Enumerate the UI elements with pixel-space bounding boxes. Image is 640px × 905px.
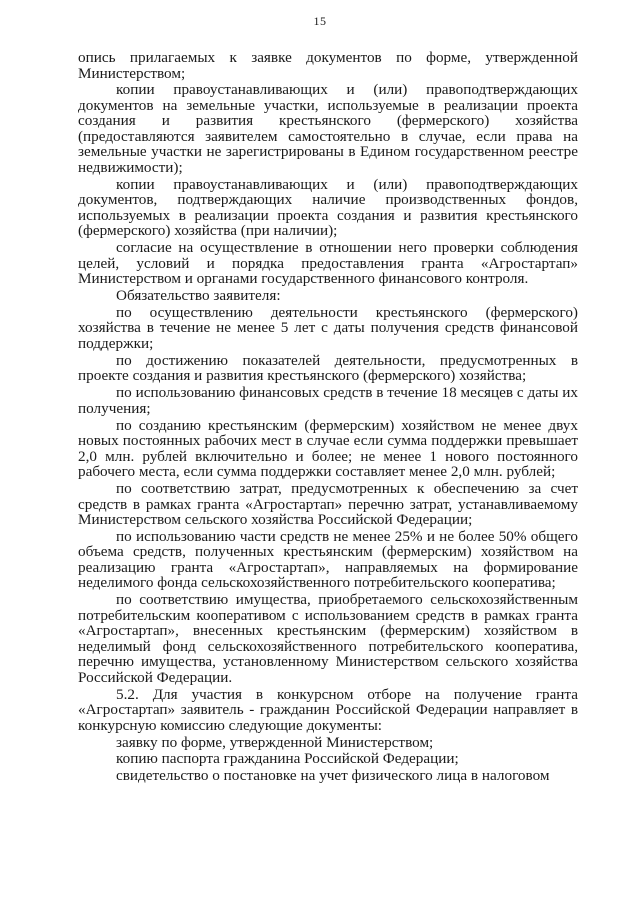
paragraph-obligation-costs: по соответствию затрат, предусмотренных к обеспечению за счет средств в рамках гранта «Агростартап» перечню затрат, устанавливаемому Министерством сельского хозяйства Российской Федерации;	[78, 480, 578, 529]
paragraph-obligation-funds-use: по использованию финансовых средств в течение 18 месяцев с даты их получения;	[78, 384, 578, 417]
paragraph-obligation-jobs: по созданию крестьянским (фермерским) хозяйством не менее двух новых постоянных рабочих мест в случае если сумма поддержки превышает 2,0 млн. рублей включительно и более; не менее 1 нового постоянного рабочего места, если сумма поддержки составляет менее 2,0 млн. рублей;	[78, 416, 578, 481]
paragraph-passport-copy: копию паспорта гражданина Российской Федерации;	[116, 750, 459, 768]
paragraph-inventory: опись прилагаемых к заявке документов по форме, утвержденной Министерством;	[78, 49, 578, 82]
paragraph-tax-certificate: свидетельство о постановке на учет физического лица в налоговом	[116, 767, 550, 785]
paragraph-consent-to-inspection: согласие на осуществление в отношении него проверки соблюдения целей, условий и порядка предоставления гранта «Агростартап» Министерством и органами государственного финансового контроля.	[78, 239, 578, 288]
paragraph-production-funds-documents: копии правоустанавливающих и (или) правоподтверждающих документов, подтверждающих наличие производственных фондов, используемых в реализации проекта создания и развития крестьянского (фермерского) хозяйства (при наличии);	[78, 175, 578, 240]
paragraph-section-5-2: 5.2. Для участия в конкурсном отборе на получение гранта «Агростартап» заявитель - гражданин Российской Федерации направляет в конкурсную комиссию следующие документы:	[78, 685, 578, 734]
paragraph-obligation-activity: по осуществлению деятельности крестьянского (фермерского) хозяйства в течение не менее 5 лет с даты получения средств финансовой поддержки;	[78, 303, 578, 352]
paragraph-obligation-cooperative-fund: по использованию части средств не менее 25% и не более 50% общего объема средств, полученных крестьянским (фермерским) хозяйством на реализацию гранта «Агростартап», направляемых на формирование неделимого фонда сельскохозяйственного потребительского кооператива;	[78, 527, 578, 592]
paragraph-obligation-heading: Обязательство заявителя:	[116, 287, 281, 305]
paragraph-land-documents: копии правоустанавливающих и (или) правоподтверждающих документов на земельные участки, используемые в реализации проекта создания и развития крестьянского (фермерского) хозяйства (предоставляются заявителем самостоятельно в случае, если права на земельные участки не зарегистрированы в Едином государственном реестре недвижимости);	[78, 81, 578, 176]
paragraph-application-form: заявку по форме, утвержденной Министерством;	[116, 733, 434, 751]
page-number: 15	[313, 14, 327, 28]
paragraph-obligation-indicators: по достижению показателей деятельности, предусмотренных в проекте создания и развития крестьянского (фермерского) хозяйства;	[78, 351, 578, 385]
paragraph-obligation-property: по соответствию имущества, приобретаемого сельскохозяйственным потребительским кооперативом с использованием средств в рамках гранта «Агростартап», внесенных крестьянским (фермерским) хозяйством в неделимый фонд сельскохозяйственного потребительского кооператива, перечню имущества, установленному Министерством сельского хозяйства Российской Федерации.	[78, 591, 578, 686]
document-body	[78, 50, 578, 785]
